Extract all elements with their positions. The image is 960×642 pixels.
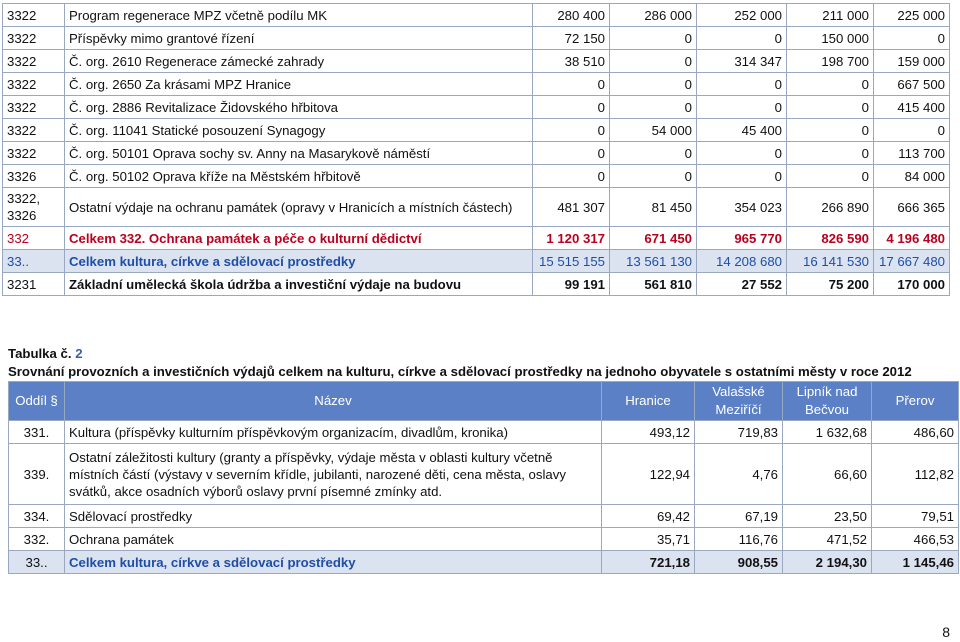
header-cell: Lipník nad Bečvou [783, 382, 872, 421]
value-cell: 721,18 [602, 551, 695, 574]
code-cell: 3322 [3, 73, 65, 96]
name-cell: Program regenerace MPZ včetně podílu MK [65, 4, 533, 27]
value-cell: 0 [697, 73, 787, 96]
code-cell: 3322 [3, 27, 65, 50]
value-cell: 0 [697, 27, 787, 50]
value-cell: 0 [697, 165, 787, 188]
expenditure-table [2, 3, 950, 296]
comparison-table [8, 381, 959, 574]
code-cell: 3322 [3, 119, 65, 142]
total-row [3, 250, 950, 273]
value-cell: 170 000 [874, 273, 950, 296]
name-cell: Příspěvky mimo grantové řízení [65, 27, 533, 50]
code-cell: 3322 [3, 142, 65, 165]
table-row [3, 4, 950, 27]
table-row [9, 444, 959, 505]
table-row [3, 96, 950, 119]
value-cell: 15 515 155 [533, 250, 610, 273]
table-row [3, 142, 950, 165]
name-cell: Ostatní výdaje na ochranu památek (opravy v Hranicích a místních částech) [65, 188, 533, 227]
value-cell: 0 [610, 73, 697, 96]
value-cell: 493,12 [602, 421, 695, 444]
name-cell: Kultura (příspěvky kulturním příspěvkovým organizacím, divadlům, kronika) [65, 421, 602, 444]
caption-label: Tabulka č. [8, 346, 72, 361]
code-cell: 332 [3, 227, 65, 250]
value-cell: 314 347 [697, 50, 787, 73]
value-cell: 66,60 [783, 444, 872, 505]
table-row [3, 27, 950, 50]
value-cell: 667 500 [874, 73, 950, 96]
value-cell: 72 150 [533, 27, 610, 50]
header-cell: Valašské Meziříčí [695, 382, 783, 421]
value-cell: 0 [610, 50, 697, 73]
caption-text: Srovnání provozních a investičních výdajů celkem na kulturu, církve a sdělovací prostředky na jednoho obyvatele s ostatními městy v roce 2012 [8, 364, 912, 379]
value-cell: 99 191 [533, 273, 610, 296]
code-cell: 33.. [9, 551, 65, 574]
name-cell: Ostatní záležitosti kultury (granty a příspěvky, výdaje města v oblasti kultury včetně místních částí (výstavy v severním křídle, jubilanti, narozené děti, cena města, oslavy svátků, akce osadních výborů oslavy první písemné zmínky atd. [65, 444, 602, 505]
value-cell: 81 450 [610, 188, 697, 227]
value-cell: 908,55 [695, 551, 783, 574]
value-cell: 23,50 [783, 505, 872, 528]
table-row [3, 165, 950, 188]
value-cell: 150 000 [787, 27, 874, 50]
value-cell: 159 000 [874, 50, 950, 73]
code-cell: 331. [9, 421, 65, 444]
value-cell: 17 667 480 [874, 250, 950, 273]
value-cell: 4 196 480 [874, 227, 950, 250]
name-cell: Ochrana památek [65, 528, 602, 551]
value-cell: 719,83 [695, 421, 783, 444]
page-number: 8 [942, 624, 950, 640]
table-row [3, 50, 950, 73]
value-cell: 84 000 [874, 165, 950, 188]
name-cell: Č. org. 2650 Za krásami MPZ Hranice [65, 73, 533, 96]
value-cell: 561 810 [610, 273, 697, 296]
caption-number: 2 [75, 346, 83, 361]
school-row [3, 273, 950, 296]
value-cell: 54 000 [610, 119, 697, 142]
value-cell: 2 194,30 [783, 551, 872, 574]
value-cell: 35,71 [602, 528, 695, 551]
value-cell: 45 400 [697, 119, 787, 142]
value-cell: 0 [610, 165, 697, 188]
value-cell: 280 400 [533, 4, 610, 27]
code-cell: 3326 [3, 165, 65, 188]
table-row [9, 421, 959, 444]
value-cell: 14 208 680 [697, 250, 787, 273]
code-cell: 334. [9, 505, 65, 528]
value-cell: 0 [533, 165, 610, 188]
value-cell: 0 [874, 119, 950, 142]
value-cell: 79,51 [872, 505, 959, 528]
code-cell: 332. [9, 528, 65, 551]
value-cell: 0 [697, 96, 787, 119]
value-cell: 0 [610, 96, 697, 119]
value-cell: 1 120 317 [533, 227, 610, 250]
value-cell: 0 [697, 142, 787, 165]
value-cell: 471,52 [783, 528, 872, 551]
name-cell: Č. org. 2610 Regenerace zámecké zahrady [65, 50, 533, 73]
value-cell: 0 [874, 27, 950, 50]
value-cell: 0 [533, 96, 610, 119]
value-cell: 13 561 130 [610, 250, 697, 273]
header-cell: Název [65, 382, 602, 421]
value-cell: 252 000 [697, 4, 787, 27]
value-cell: 481 307 [533, 188, 610, 227]
name-cell: Celkem kultura, církve a sdělovací prostředky [65, 551, 602, 574]
value-cell: 225 000 [874, 4, 950, 27]
header-row [9, 382, 959, 421]
value-cell: 415 400 [874, 96, 950, 119]
value-cell: 27 552 [697, 273, 787, 296]
value-cell: 354 023 [697, 188, 787, 227]
table-row [3, 119, 950, 142]
code-cell: 3322 [3, 96, 65, 119]
value-cell: 1 145,46 [872, 551, 959, 574]
value-cell: 122,94 [602, 444, 695, 505]
value-cell: 0 [533, 119, 610, 142]
value-cell: 116,76 [695, 528, 783, 551]
header-cell: Oddíl § [9, 382, 65, 421]
value-cell: 0 [533, 73, 610, 96]
value-cell: 0 [787, 96, 874, 119]
name-cell: Celkem 332. Ochrana památek a péče o kulturní dědictví [65, 227, 533, 250]
value-cell: 69,42 [602, 505, 695, 528]
value-cell: 0 [787, 165, 874, 188]
value-cell: 4,76 [695, 444, 783, 505]
value-cell: 198 700 [787, 50, 874, 73]
value-cell: 67,19 [695, 505, 783, 528]
value-cell: 486,60 [872, 421, 959, 444]
value-cell: 0 [610, 27, 697, 50]
name-cell: Č. org. 50102 Oprava kříže na Městském hřbitově [65, 165, 533, 188]
table-row [9, 528, 959, 551]
value-cell: 1 632,68 [783, 421, 872, 444]
table-caption [8, 345, 912, 381]
value-cell: 286 000 [610, 4, 697, 27]
name-cell: Č. org. 2886 Revitalizace Židovského hřbitova [65, 96, 533, 119]
value-cell: 266 890 [787, 188, 874, 227]
value-cell: 113 700 [874, 142, 950, 165]
value-cell: 466,53 [872, 528, 959, 551]
value-cell: 965 770 [697, 227, 787, 250]
name-cell: Celkem kultura, církve a sdělovací prostředky [65, 250, 533, 273]
value-cell: 666 365 [874, 188, 950, 227]
table-row [3, 73, 950, 96]
total-row [9, 551, 959, 574]
table-row [9, 505, 959, 528]
value-cell: 0 [787, 73, 874, 96]
value-cell: 0 [787, 142, 874, 165]
name-cell: Č. org. 50101 Oprava sochy sv. Anny na Masarykově náměstí [65, 142, 533, 165]
header-cell: Hranice [602, 382, 695, 421]
value-cell: 826 590 [787, 227, 874, 250]
name-cell: Č. org. 11041 Statické posouzení Synagogy [65, 119, 533, 142]
name-cell: Sdělovací prostředky [65, 505, 602, 528]
value-cell: 75 200 [787, 273, 874, 296]
value-cell: 211 000 [787, 4, 874, 27]
code-cell: 3322, 3326 [3, 188, 65, 227]
value-cell: 0 [610, 142, 697, 165]
value-cell: 38 510 [533, 50, 610, 73]
value-cell: 16 141 530 [787, 250, 874, 273]
value-cell: 112,82 [872, 444, 959, 505]
code-cell: 3322 [3, 50, 65, 73]
code-cell: 3231 [3, 273, 65, 296]
name-cell: Základní umělecká škola údržba a investiční výdaje na budovu [65, 273, 533, 296]
header-cell: Přerov [872, 382, 959, 421]
subtotal-row [3, 227, 950, 250]
code-cell: 33.. [3, 250, 65, 273]
code-cell: 339. [9, 444, 65, 505]
value-cell: 671 450 [610, 227, 697, 250]
value-cell: 0 [787, 119, 874, 142]
code-cell: 3322 [3, 4, 65, 27]
value-cell: 0 [533, 142, 610, 165]
table-row [3, 188, 950, 227]
